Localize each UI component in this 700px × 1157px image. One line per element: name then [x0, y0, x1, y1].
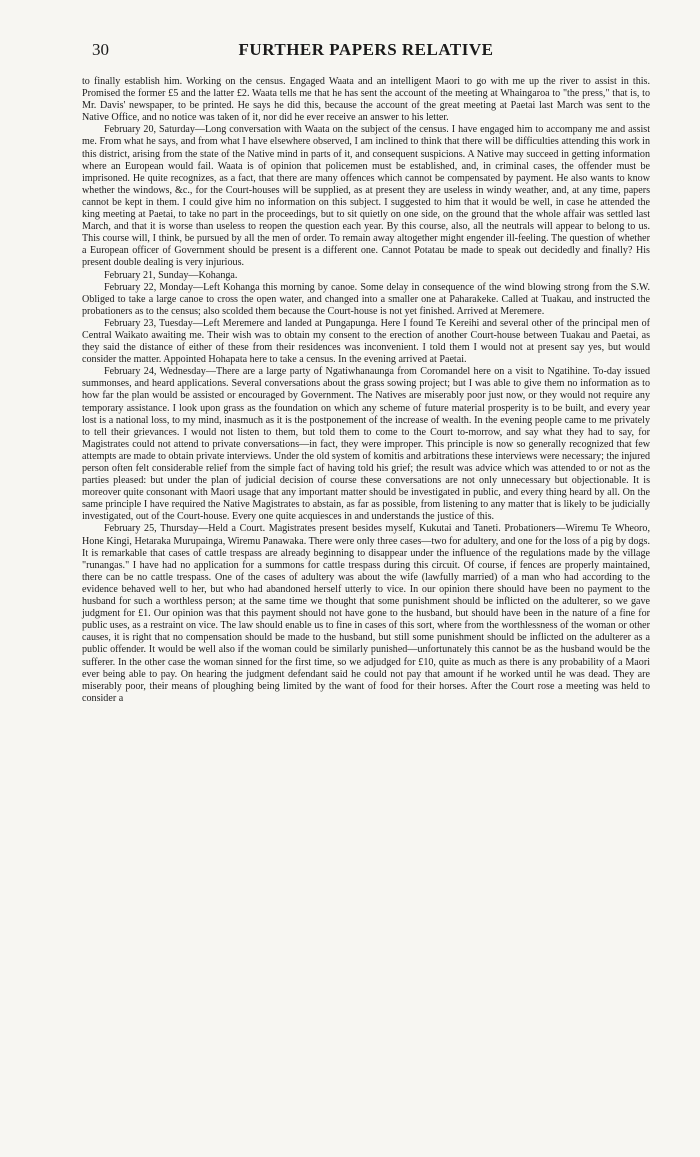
- paragraph-february-22: February 22, Monday—Left Kohanga this morning by canoe. Some delay in consequence of the wind blowing strong from the S.W. Obliged to take a large canoe to cross the open water, and changed into a smaller one at Paharakeke. Called at Tuakau, and instructed the probationers as to the census; also scolded them because the Court-house is not yet finished. Arrived at Meremere.: [82, 281, 650, 317]
- running-title: FURTHER PAPERS RELATIVE: [238, 40, 494, 59]
- page-number: 30: [92, 40, 109, 59]
- paragraph-february-24: February 24, Wednesday—There are a large party of Ngatiwhanaunga from Coromandel here on a visit to Ngatihine. To-day issued summonses, and heard applications. Several conversations about the grass sowing project; but I was able to give them no information as to how far the plan would be assisted or encouraged by Government. The Natives are miserably poor just now, or they would not require any temporary assistance. I look upon grass as the foundation on which any scheme of future material prosperity is to be built, and every year lost is a national loss, to my mind, inasmuch as it is the postponement of the increase of wealth. In the evening people came to me privately to tell their grievances. I would not listen to them, but told them to come to the Court to-morrow, and say what they had to say, for Magistrates could not attend to private conversations—in fact, they were improper. This principle is now so generally recognized that few attempts are made to obtain private interviews. Under the old system of komitis and arbitrations these interviews were necessary; the injured person often felt considerable relief from the simple fact of having told his grief; the result was advice which was attended to or not as the parties pleased: but under the plan of judicial decision of course these conversations are not only unnecessary but objectionable. It is moreover quite consonant with Maori usage that any important matter should be investigated in public, and every thing heard by all. On the same principle I have required the Native Magistrates to abstain, as far as possible, from listening to any matter that is likely to be judicially investigated, out of the Court-house. Every one quite acquiesces in and understands the justice of this.: [82, 366, 650, 523]
- paragraph-february-21: February 21, Sunday—Kohanga.: [104, 269, 238, 281]
- body-text: [82, 76, 650, 705]
- page-header: [82, 40, 650, 64]
- paragraph-february-20: February 20, Saturday—Long conversation with Waata on the subject of the census. I have engaged him to accompany me and assist me. From what he says, and from what I have elsewhere observed, I am inclined to think that there will be difficulties attending this work in this district, arising from the state of the Native mind in parts of it, and consequent suspicions. A Native may succeed in getting information where an European would fail. Waata is of opinion that policemen must be established, and, in criminal cases, the offender must be imprisoned. He quite recognizes, as a fact, that there are many offences which cannot be compensated by payment. He also wants to know whether the windows, &c., for the Court-houses will be supplied, as at present they are useless in windy weather, and, at any time, papers cannot be kept in them. I could give him no information on this subject. I suggested to him that it would be well, in case he attended the king meeting at Paetai, to take no part in the proceedings, but to sit quietly on one side, on the ground that the whole affair was settled last March, and that it is worse than useless to reopen the question each year. By this course, also, all the neutrals will appear to belong to us. This course will, I think, be pursued by all the men of order. To remain away altogether might engender ill-feeling. The question of whether a European officer of Government should be present is a different one. Cannot Potatau be made to speak out decidedly and finally? His present double dealing is very injurious.: [82, 124, 650, 269]
- paragraph-continuation: to finally establish him. Working on the census. Engaged Waata and an intelligent Maori to go with me up the river to assist in this. Promised the former £5 and the latter £2. Waata tells me that he has sent the account of the meeting at Whaingaroa to "the press," that is, to Mr. Davis' newspaper, to be printed. He says he did this, because the account of the great meeting at Paetai last March was sent to the Native Office, and no notice was taken of it, nor did he ever receive an answer to his letter.: [82, 76, 650, 124]
- paragraph-february-23: February 23, Tuesday—Left Meremere and landed at Pungapunga. Here I found Te Kereihi and several other of the principal men of Central Waikato awaiting me. Their wish was to obtain my consent to the erection of another Court-house between Tuakau and Paetai, as they said the distance of either of these from their residences was inconvenient. I told them I would not at present say yes, but would consider the matter. Appointed Hohapata here to take a census. In the evening arrived at Paetai.: [82, 317, 650, 366]
- paragraph-february-25: February 25, Thursday—Held a Court. Magistrates present besides myself, Kukutai and Taneti. Probationers—Wiremu Te Wheoro, Hone Kingi, Hetaraka Murupainga, Wiremu Panawaka. There were only three cases—two for adultery, and one for the loss of a pig by dogs. It is remarkable that cases of cattle trespass are already beginning to disappear under the influence of the regulations made by the village "runangas." I have had no application for a summons for cattle trespass during this circuit. Of course, if fences are properly maintained, there can be no cattle trespass. One of the cases of adultery was about the wife (lawfully married) of a man who had according to the evidence behaved well to her, but who had abandoned herself utterly to vice. In our opinion there should have been no payment to the husband for such a worthless person; at the same time we thought that some punishment should be inflicted on the adulterer, so we gave judgment for £1. Our opinion was that this payment should not have gone to the husband, but should have been in the nature of a fine for public uses, as a restraint on vice. The law should enable us to fine in cases of this sort, where from the worthlessness of the woman or other causes, it is right that no compensation should be made to the husband, but still some punishment should be inflicted on the adulterer as a public offender. It would be well also if the woman could be similarly punished—unfortunately this cannot be as the husband would be the sufferer. In the other case the woman sinned for the first time, so we adjudged for £10, quite as much as there is any probability of a Maori ever being able to pay. On hearing the judgment defendant said he could not pay that amount if he worked until he was dead. They are miserably poor, their means of ploughing being limited by the want of food for their horses. After the Court rose a meeting was held to consider a: [82, 523, 650, 704]
